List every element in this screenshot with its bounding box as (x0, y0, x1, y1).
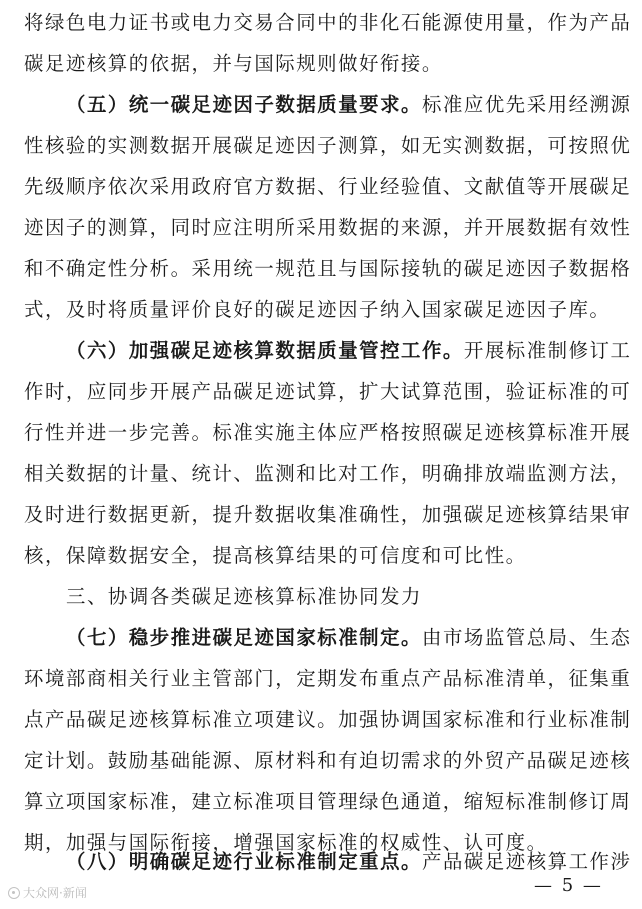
section-8-title: （八）明确碳足迹行业标准制定重点。 (66, 850, 422, 873)
paragraph-line: 作时，应同步开展产品碳足迹试算，扩大试算范围，验证标准的可 (24, 380, 632, 403)
paragraph-line: 点产品碳足迹核算标准立项建议。加强协调国家标准和行业标准制 (24, 708, 632, 731)
paragraph-line: 先级顺序依次采用政府官方数据、行业经验值、文献值等开展碳足 (24, 175, 632, 198)
paragraph-line: 核，保障数据安全，提高核算结果的可信度和可比性。 (24, 544, 527, 567)
watermark-text: 大众网·新闻 (23, 886, 87, 900)
section-5-lead-line: （五）统一碳足迹因子数据质量要求。标准应优先采用经溯源 (66, 93, 632, 116)
paragraph-line: 式，及时将质量评价良好的碳足迹因子纳入国家碳足迹因子库。 (24, 298, 611, 321)
paragraph-line: 及时进行数据更新，提升数据收集准确性，加强碳足迹核算结果审 (24, 503, 632, 526)
paragraph-line: 环境部商相关行业主管部门，定期发布重点产品标准清单，征集重 (24, 667, 632, 690)
section-5-title: （五）统一碳足迹因子数据质量要求。 (66, 93, 422, 116)
page-number: — 5 — (534, 875, 603, 896)
paragraph-line: 和不确定性分析。采用统一规范且与国际接轨的碳足迹因子数据格 (24, 257, 632, 280)
paragraph-line: 将绿色电力证书或电力交易合同中的非化石能源使用量，作为产品 (24, 11, 632, 34)
paragraph-line: 碳足迹核算的依据，并与国际规则做好衔接。 (24, 52, 443, 75)
paragraph-line: 行性并进一步完善。标准实施主体应严格按照碳足迹核算标准开展 (24, 421, 632, 444)
section-8-lead-line: （八）明确碳足迹行业标准制定重点。产品碳足迹核算工作涉 (66, 850, 632, 873)
paragraph-line: 相关数据的计量、统计、监测和比对工作，明确排放端监测方法， (24, 462, 632, 485)
chapter-3-heading: 三、协调各类碳足迹核算标准协同发力 (66, 585, 422, 608)
section-6-lead-line: （六）加强碳足迹核算数据质量管控工作。开展标准制修订工 (66, 339, 632, 362)
paragraph-line: 期，加强与国际衔接，增强国家标准的权威性、认可度。 (24, 831, 548, 854)
paragraph-line: 性核验的实测数据开展碳足迹因子测算，如无实测数据，可按照优 (24, 134, 632, 157)
paragraph-line: 定计划。鼓励基础能源、原材料和有迫切需求的外贸产品碳足迹核 (24, 749, 632, 772)
section-7-lead-line: （七）稳步推进碳足迹国家标准制定。由市场监管总局、生态 (66, 626, 632, 649)
section-7-title: （七）稳步推进碳足迹国家标准制定。 (66, 626, 422, 649)
section-6-title: （六）加强碳足迹核算数据质量管控工作。 (66, 339, 464, 362)
paragraph-line: 算立项国家标准，建立标准项目管理绿色通道，缩短标准制修订周 (24, 790, 632, 813)
watermark-logo-icon (8, 887, 20, 899)
watermark (8, 884, 87, 901)
paragraph-line: 迹因子的测算，同时应注明所采用数据的来源，并开展数据有效性 (24, 216, 632, 239)
